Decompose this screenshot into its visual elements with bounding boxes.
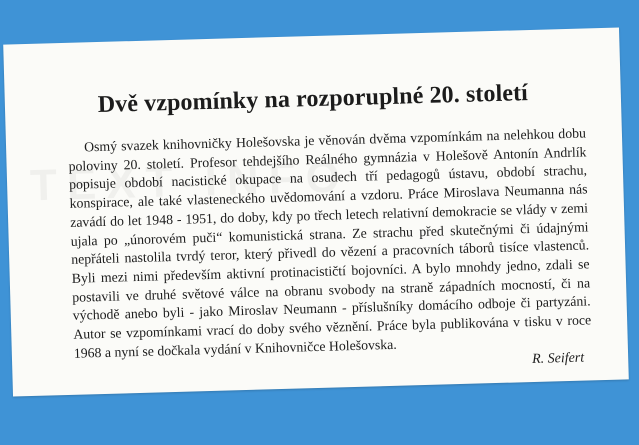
body-paragraph: Osmý svazek knihovničky Holešovska je věnován dvěma vzpomínkám na nelehkou dobu poloviny 20. století. Profesor tehdejšího Reálného gymnázia v Holešově Antonín Andrlík popisuje období nacistické okupace na osudech tří pedagogů ústavu, období strachu, konspirace, ale také vlasteneckého uvědomování a vzdoru. Práce Miroslava Neumanna nás zavádí do let 1948 - 1951, do doby, kdy po třech letech relativní demokracie se vlády v zemi ujala po „únorovém puči“ komunistická strana. Ze strachu před skutečnými či údajnými nepřáteli nastolila tvrdý teror, který přivedl do vězení a pracovních táborů tisíce vlastenců. Byli mezi nimi především aktivní protinacističtí bojovníci. A bylo mnohdy jedno, zdali se postavili ve druhé světové válce na obranu svobody na straně západních mocností, či na východě anebo byli - jako Miroslav Neumann - příslušníky domácího odboje či partyzáni. Autor se vzpomínkami vrací do doby svého věznění. Práce byla publikována v tisku v roce 1968 a nyní se dočkala vydání v Knihovničce Holešovska. bbox=[68, 125, 592, 361]
document-card bbox=[3, 27, 629, 396]
page-title: Dvě vzpomínky na rozporuplné 20. století bbox=[97, 80, 529, 119]
author-signature: R. Seifert bbox=[531, 350, 585, 368]
